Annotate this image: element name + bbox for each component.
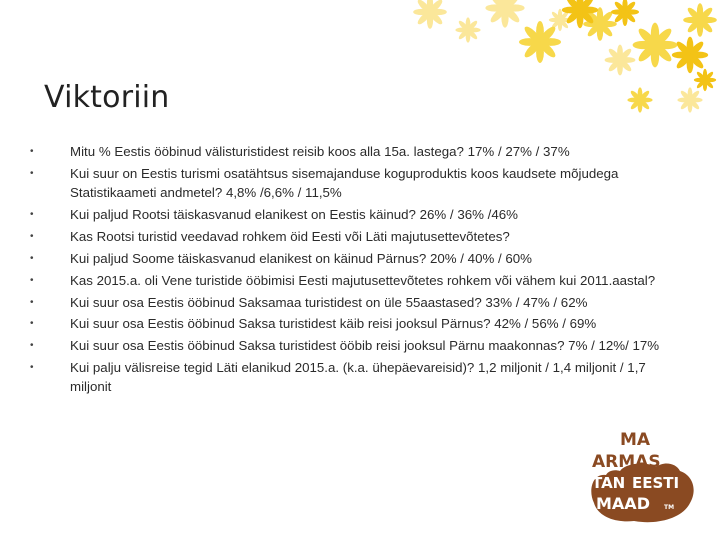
list-item: • Kui suur osa Eestis ööbinud Saksa turistidest ööbib reisi jooksul Pärnu maakonnas? 7% / 12%/ 17%	[30, 337, 682, 356]
list-item: • Kui suur osa Eestis ööbinud Saksamaa turistidest on üle 55aastased? 33% / 47% / 62%	[30, 294, 682, 313]
list-item: • Kui suur on Eestis turismi osatähtsus sisemajanduse koguproduktis koos kaudsete mõjudega Statistikaameti andmetel? 4,8% /6,6% / 11,5%	[30, 165, 682, 202]
flower-decoration	[0, 0, 720, 150]
logo-trademark: TM	[664, 504, 675, 511]
ma-armas-tan-eesti-maad-logo	[586, 427, 698, 527]
logo-line-tan: TAN	[592, 474, 626, 492]
logo-line-eesti: EESTI	[632, 474, 680, 492]
list-item: • Kui suur osa Eestis ööbinud Saksa turistidest käib reisi jooksul Pärnus? 42% / 56% / 69%	[30, 315, 682, 334]
quiz-question-list	[30, 143, 682, 400]
logo-line-maad: MAAD	[596, 494, 650, 513]
list-item: • Kas 2015.a. oli Vene turistide ööbimisi Eesti majutusettevõtetes rohkem või vähem kui 2011.aastal?	[30, 272, 682, 291]
slide-title: Viktoriin	[44, 80, 170, 115]
list-item: • Kui paljud Soome täiskasvanud elanikest on käinud Pärnus? 20% / 40% / 60%	[30, 250, 682, 269]
list-item: • Mitu % Eestis ööbinud välisturistidest reisib koos alla 15a. lastega? 17% / 27% / 37%	[30, 143, 682, 162]
logo-line-armas: ARMAS	[592, 452, 661, 472]
list-item: • Kui palju välisreise tegid Läti elanikud 2015.a. (k.a. ühepäevareisid)? 1,2 miljonit / 1,4 miljonit / 1,7 miljonit	[30, 359, 682, 396]
logo-line-ma: MA	[620, 430, 651, 450]
list-item: • Kas Rootsi turistid veedavad rohkem öid Eesti või Läti majutusettevõtetes?	[30, 228, 682, 247]
list-item: • Kui paljud Rootsi täiskasvanud elanikest on Eestis käinud? 26% / 36% /46%	[30, 206, 682, 225]
